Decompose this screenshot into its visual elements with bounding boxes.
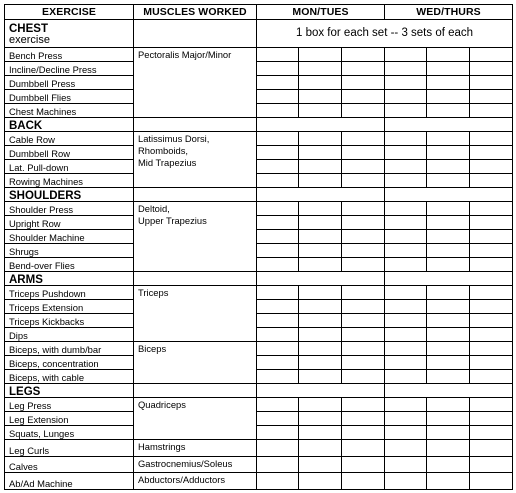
wed-thurs-set-1-box[interactable] (385, 398, 427, 412)
mon-tues-set-1-box[interactable] (257, 160, 299, 174)
category-mon-tues-blank (257, 384, 385, 398)
category-muscle-blank (134, 272, 257, 286)
category-row-arms (5, 272, 513, 286)
mon-tues-set-3-box[interactable] (342, 104, 385, 118)
wed-thurs-set-3-box[interactable] (470, 216, 513, 230)
mon-tues-set-1-box[interactable] (257, 286, 299, 300)
wed-thurs-set-3-box[interactable] (470, 132, 513, 146)
exercise-row (5, 356, 513, 370)
wed-thurs-set-2-box[interactable] (427, 132, 470, 146)
category-arms (5, 272, 134, 286)
mon-tues-set-2-box[interactable] (299, 356, 342, 370)
exercise-row (5, 160, 513, 174)
exercise-row (5, 216, 513, 230)
wed-thurs-set-3-box[interactable] (470, 398, 513, 412)
mon-tues-set-1-box[interactable] (257, 62, 299, 76)
exercise-row (5, 456, 513, 472)
wed-thurs-set-1-box[interactable] (385, 456, 427, 472)
category-wed-thurs-blank (385, 188, 513, 202)
exercise-name: Ab/Ad Machine (5, 473, 134, 490)
wed-thurs-set-3-box[interactable] (470, 412, 513, 426)
header-row (5, 5, 513, 20)
category-muscle-blank (134, 384, 257, 398)
wed-thurs-set-3-box[interactable] (470, 286, 513, 300)
mon-tues-set-1-box[interactable] (257, 202, 299, 216)
mon-tues-set-1-box[interactable] (257, 370, 299, 384)
mon-tues-set-2-box[interactable] (299, 216, 342, 230)
mon-tues-set-1-box[interactable] (257, 412, 299, 426)
wed-thurs-set-2-box[interactable] (427, 104, 470, 118)
mon-tues-set-1-box[interactable] (257, 104, 299, 118)
wed-thurs-set-3-box[interactable] (470, 230, 513, 244)
wed-thurs-set-2-box[interactable] (427, 440, 470, 456)
exercise-name: Bench Press (5, 48, 134, 62)
exercise-row (5, 300, 513, 314)
muscles-worked-cell (134, 398, 257, 440)
mon-tues-set-1-box[interactable] (257, 314, 299, 328)
mon-tues-set-1-box[interactable] (257, 356, 299, 370)
mon-tues-set-3-box[interactable] (342, 342, 385, 356)
exercise-row (5, 398, 513, 412)
mon-tues-set-3-box[interactable] (342, 473, 385, 490)
exercise-row (5, 48, 513, 62)
category-title: CHEST (9, 23, 48, 36)
mon-tues-set-2-box[interactable] (299, 456, 342, 472)
wed-thurs-set-1-box[interactable] (385, 286, 427, 300)
category-row-back (5, 118, 513, 132)
sets-instruction: 1 box for each set -- 3 sets of each (257, 20, 513, 48)
mon-tues-set-2-box[interactable] (299, 398, 342, 412)
category-back (5, 118, 134, 132)
wed-thurs-set-3-box[interactable] (470, 104, 513, 118)
exercise-name: Biceps, concentration (5, 356, 134, 370)
wed-thurs-set-3-box[interactable] (470, 48, 513, 62)
muscles-worked-cell (134, 286, 257, 342)
category-legs (5, 384, 134, 398)
exercise-row (5, 90, 513, 104)
mon-tues-set-2-box[interactable] (299, 286, 342, 300)
mon-tues-set-1-box[interactable] (257, 76, 299, 90)
exercise-row (5, 174, 513, 188)
muscle-name: Pectoralis Major/Minor (138, 49, 232, 61)
wed-thurs-set-3-box[interactable] (470, 76, 513, 90)
wed-thurs-set-3-box[interactable] (470, 174, 513, 188)
mon-tues-set-3-box[interactable] (342, 244, 385, 258)
exercise-row (5, 202, 513, 216)
mon-tues-set-3-box[interactable] (342, 456, 385, 472)
wed-thurs-set-2-box[interactable] (427, 286, 470, 300)
mon-tues-set-3-box[interactable] (342, 48, 385, 62)
category-muscle-blank (134, 188, 257, 202)
muscle-name: Biceps (138, 343, 167, 355)
mon-tues-set-3-box[interactable] (342, 258, 385, 272)
mon-tues-set-3-box[interactable] (342, 286, 385, 300)
mon-tues-set-2-box[interactable] (299, 90, 342, 104)
wed-thurs-set-3-box[interactable] (470, 328, 513, 342)
wed-thurs-set-2-box[interactable] (427, 244, 470, 258)
wed-thurs-set-2-box[interactable] (427, 342, 470, 356)
mon-tues-set-2-box[interactable] (299, 314, 342, 328)
mon-tues-set-3-box[interactable] (342, 174, 385, 188)
wed-thurs-set-1-box[interactable] (385, 300, 427, 314)
mon-tues-set-1-box[interactable] (257, 456, 299, 472)
mon-tues-set-1-box[interactable] (257, 398, 299, 412)
category-shoulders (5, 188, 134, 202)
mon-tues-set-2-box[interactable] (299, 258, 342, 272)
wed-thurs-set-2-box[interactable] (427, 62, 470, 76)
exercise-name: Lat. Pull-down (5, 160, 134, 174)
wed-thurs-set-1-box[interactable] (385, 440, 427, 456)
exercise-name: Leg Extension (5, 412, 134, 426)
exercise-row (5, 244, 513, 258)
muscles-worked-cell (134, 456, 257, 472)
exercise-row (5, 412, 513, 426)
exercise-row (5, 314, 513, 328)
muscle-name: Abductors/Adductors (138, 474, 226, 486)
category-wed-thurs-blank (385, 118, 513, 132)
wed-thurs-set-1-box[interactable] (385, 473, 427, 490)
wed-thurs-set-3-box[interactable] (470, 370, 513, 384)
category-row-shoulders (5, 188, 513, 202)
wed-thurs-set-2-box[interactable] (427, 370, 470, 384)
mon-tues-set-3-box[interactable] (342, 328, 385, 342)
mon-tues-set-1-box[interactable] (257, 174, 299, 188)
category-mon-tues-blank (257, 188, 385, 202)
muscle-name: Upper Trapezius (138, 215, 207, 227)
exercise-row (5, 328, 513, 342)
mon-tues-set-1-box[interactable] (257, 230, 299, 244)
exercise-name: Biceps, with cable (5, 370, 134, 384)
exercise-name: Triceps Kickbacks (5, 314, 134, 328)
mon-tues-set-1-box[interactable] (257, 328, 299, 342)
wed-thurs-set-1-box[interactable] (385, 146, 427, 160)
mon-tues-set-2-box[interactable] (299, 146, 342, 160)
category-row-legs (5, 384, 513, 398)
mon-tues-set-2-box[interactable] (299, 230, 342, 244)
wed-thurs-set-1-box[interactable] (385, 90, 427, 104)
mon-tues-set-1-box[interactable] (257, 132, 299, 146)
exercise-name: Shoulder Press (5, 202, 134, 216)
muscle-name: Mid Trapezius (138, 157, 197, 169)
mon-tues-set-3-box[interactable] (342, 146, 385, 160)
muscles-worked-cell (134, 202, 257, 272)
wed-thurs-set-3-box[interactable] (470, 426, 513, 440)
wed-thurs-set-3-box[interactable] (470, 456, 513, 472)
mon-tues-set-3-box[interactable] (342, 76, 385, 90)
wed-thurs-set-2-box[interactable] (427, 426, 470, 440)
exercise-name: Rowing Machines (5, 174, 134, 188)
wed-thurs-set-2-box[interactable] (427, 160, 470, 174)
exercise-row (5, 342, 513, 356)
wed-thurs-set-3-box[interactable] (470, 314, 513, 328)
exercise-name: Dumbbell Flies (5, 90, 134, 104)
exercise-row (5, 370, 513, 384)
mon-tues-set-3-box[interactable] (342, 370, 385, 384)
wed-thurs-set-1-box[interactable] (385, 328, 427, 342)
wed-thurs-set-1-box[interactable] (385, 230, 427, 244)
mon-tues-set-1-box[interactable] (257, 216, 299, 230)
category-subtitle: exercise (9, 34, 50, 47)
exercise-name: Squats, Lunges (5, 426, 134, 440)
wed-thurs-set-1-box[interactable] (385, 258, 427, 272)
mon-tues-set-3-box[interactable] (342, 62, 385, 76)
mon-tues-set-2-box[interactable] (299, 62, 342, 76)
wed-thurs-set-1-box[interactable] (385, 370, 427, 384)
mon-tues-set-3-box[interactable] (342, 440, 385, 456)
workout-log-table (4, 4, 513, 490)
mon-tues-set-1-box[interactable] (257, 440, 299, 456)
category-mon-tues-blank (257, 118, 385, 132)
wed-thurs-set-1-box[interactable] (385, 356, 427, 370)
mon-tues-set-2-box[interactable] (299, 473, 342, 490)
wed-thurs-set-2-box[interactable] (427, 300, 470, 314)
wed-thurs-set-2-box[interactable] (427, 456, 470, 472)
wed-thurs-set-2-box[interactable] (427, 473, 470, 490)
wed-thurs-set-2-box[interactable] (427, 412, 470, 426)
muscle-name: Rhomboids, (138, 145, 189, 157)
wed-thurs-set-2-box[interactable] (427, 76, 470, 90)
wed-thurs-set-2-box[interactable] (427, 216, 470, 230)
wed-thurs-set-3-box[interactable] (470, 356, 513, 370)
mon-tues-set-2-box[interactable] (299, 244, 342, 258)
muscles-worked-cell (134, 132, 257, 188)
category-chest (5, 20, 134, 48)
wed-thurs-set-2-box[interactable] (427, 202, 470, 216)
exercise-row (5, 104, 513, 118)
mon-tues-set-1-box[interactable] (257, 473, 299, 490)
category-title: BACK (9, 120, 43, 132)
muscles-worked-cell (134, 473, 257, 490)
mon-tues-set-1-box[interactable] (257, 300, 299, 314)
exercise-name: Dumbbell Press (5, 76, 134, 90)
mon-tues-set-3-box[interactable] (342, 314, 385, 328)
exercise-row (5, 258, 513, 272)
exercise-name: Incline/Decline Press (5, 62, 134, 76)
mon-tues-set-3-box[interactable] (342, 398, 385, 412)
wed-thurs-set-3-box[interactable] (470, 342, 513, 356)
wed-thurs-set-2-box[interactable] (427, 328, 470, 342)
wed-thurs-set-1-box[interactable] (385, 412, 427, 426)
mon-tues-set-3-box[interactable] (342, 132, 385, 146)
muscle-name: Triceps (138, 287, 169, 299)
muscles-worked-cell (134, 48, 257, 118)
mon-tues-set-1-box[interactable] (257, 48, 299, 62)
mon-tues-set-1-box[interactable] (257, 244, 299, 258)
wed-thurs-set-1-box[interactable] (385, 342, 427, 356)
exercise-name: Calves (5, 456, 134, 472)
exercise-name: Bend-over Flies (5, 258, 134, 272)
wed-thurs-set-2-box[interactable] (427, 90, 470, 104)
wed-thurs-set-1-box[interactable] (385, 202, 427, 216)
mon-tues-set-1-box[interactable] (257, 146, 299, 160)
category-muscle-blank (134, 20, 257, 48)
category-wed-thurs-blank (385, 384, 513, 398)
mon-tues-set-3-box[interactable] (342, 230, 385, 244)
category-row-chest (5, 20, 513, 48)
mon-tues-set-3-box[interactable] (342, 300, 385, 314)
mon-tues-set-2-box[interactable] (299, 160, 342, 174)
muscles-worked-cell (134, 440, 257, 456)
exercise-name: Triceps Pushdown (5, 286, 134, 300)
mon-tues-set-2-box[interactable] (299, 76, 342, 90)
mon-tues-set-2-box[interactable] (299, 104, 342, 118)
wed-thurs-set-1-box[interactable] (385, 244, 427, 258)
wed-thurs-set-3-box[interactable] (470, 160, 513, 174)
category-title: ARMS (9, 274, 43, 286)
wed-thurs-set-1-box[interactable] (385, 314, 427, 328)
wed-thurs-set-2-box[interactable] (427, 48, 470, 62)
wed-thurs-set-3-box[interactable] (470, 146, 513, 160)
mon-tues-set-2-box[interactable] (299, 174, 342, 188)
wed-thurs-set-3-box[interactable] (470, 62, 513, 76)
header-muscles-worked: MUSCLES WORKED (134, 5, 257, 20)
mon-tues-set-3-box[interactable] (342, 356, 385, 370)
exercise-name: Leg Curls (5, 440, 134, 456)
mon-tues-set-3-box[interactable] (342, 90, 385, 104)
muscle-name: Gastrocnemius/Soleus (138, 457, 233, 469)
wed-thurs-set-1-box[interactable] (385, 174, 427, 188)
mon-tues-set-3-box[interactable] (342, 202, 385, 216)
wed-thurs-set-2-box[interactable] (427, 146, 470, 160)
wed-thurs-set-3-box[interactable] (470, 300, 513, 314)
exercise-name: Shoulder Machine (5, 230, 134, 244)
exercise-name: Triceps Extension (5, 300, 134, 314)
header-exercise: EXERCISE (5, 5, 134, 20)
exercise-row (5, 440, 513, 456)
wed-thurs-set-2-box[interactable] (427, 314, 470, 328)
muscles-worked-cell (134, 342, 257, 384)
category-mon-tues-blank (257, 272, 385, 286)
wed-thurs-set-3-box[interactable] (470, 202, 513, 216)
exercise-name: Dips (5, 328, 134, 342)
mon-tues-set-3-box[interactable] (342, 160, 385, 174)
mon-tues-set-1-box[interactable] (257, 342, 299, 356)
exercise-row (5, 473, 513, 490)
exercise-row (5, 230, 513, 244)
category-title: LEGS (9, 386, 41, 398)
wed-thurs-set-2-box[interactable] (427, 398, 470, 412)
category-wed-thurs-blank (385, 272, 513, 286)
wed-thurs-set-1-box[interactable] (385, 426, 427, 440)
wed-thurs-set-3-box[interactable] (470, 473, 513, 490)
muscle-name: Hamstrings (138, 441, 186, 453)
exercise-row (5, 286, 513, 300)
muscle-name: Quadriceps (138, 399, 186, 411)
mon-tues-set-2-box[interactable] (299, 300, 342, 314)
wed-thurs-set-1-box[interactable] (385, 104, 427, 118)
mon-tues-set-3-box[interactable] (342, 216, 385, 230)
mon-tues-set-2-box[interactable] (299, 412, 342, 426)
wed-thurs-set-3-box[interactable] (470, 258, 513, 272)
mon-tues-set-1-box[interactable] (257, 426, 299, 440)
wed-thurs-set-1-box[interactable] (385, 132, 427, 146)
exercise-name: Biceps, with dumb/bar (5, 342, 134, 356)
exercise-row (5, 146, 513, 160)
exercise-name: Shrugs (5, 244, 134, 258)
wed-thurs-set-1-box[interactable] (385, 160, 427, 174)
category-title: SHOULDERS (9, 190, 82, 202)
mon-tues-set-2-box[interactable] (299, 328, 342, 342)
mon-tues-set-2-box[interactable] (299, 440, 342, 456)
mon-tues-set-3-box[interactable] (342, 426, 385, 440)
muscle-name: Deltoid, (138, 203, 170, 215)
mon-tues-set-2-box[interactable] (299, 202, 342, 216)
category-muscle-blank (134, 118, 257, 132)
exercise-row (5, 62, 513, 76)
wed-thurs-set-2-box[interactable] (427, 230, 470, 244)
mon-tues-set-2-box[interactable] (299, 370, 342, 384)
wed-thurs-set-1-box[interactable] (385, 48, 427, 62)
header-wed-thurs: WED/THURS (385, 5, 513, 20)
mon-tues-set-1-box[interactable] (257, 90, 299, 104)
muscle-name: Latissimus Dorsi, (138, 133, 210, 145)
wed-thurs-set-1-box[interactable] (385, 216, 427, 230)
exercise-row (5, 76, 513, 90)
exercise-name: Dumbbell Row (5, 146, 134, 160)
wed-thurs-set-1-box[interactable] (385, 62, 427, 76)
wed-thurs-set-1-box[interactable] (385, 76, 427, 90)
header-mon-tues: MON/TUES (257, 5, 385, 20)
wed-thurs-set-2-box[interactable] (427, 258, 470, 272)
wed-thurs-set-2-box[interactable] (427, 356, 470, 370)
exercise-name: Cable Row (5, 132, 134, 146)
mon-tues-set-2-box[interactable] (299, 342, 342, 356)
mon-tues-set-3-box[interactable] (342, 412, 385, 426)
exercise-name: Upright Row (5, 216, 134, 230)
mon-tues-set-2-box[interactable] (299, 426, 342, 440)
exercise-name: Leg Press (5, 398, 134, 412)
mon-tues-set-1-box[interactable] (257, 258, 299, 272)
mon-tues-set-2-box[interactable] (299, 48, 342, 62)
exercise-row (5, 426, 513, 440)
wed-thurs-set-3-box[interactable] (470, 440, 513, 456)
wed-thurs-set-3-box[interactable] (470, 244, 513, 258)
mon-tues-set-2-box[interactable] (299, 132, 342, 146)
exercise-name: Chest Machines (5, 104, 134, 118)
exercise-row (5, 132, 513, 146)
wed-thurs-set-2-box[interactable] (427, 174, 470, 188)
wed-thurs-set-3-box[interactable] (470, 90, 513, 104)
